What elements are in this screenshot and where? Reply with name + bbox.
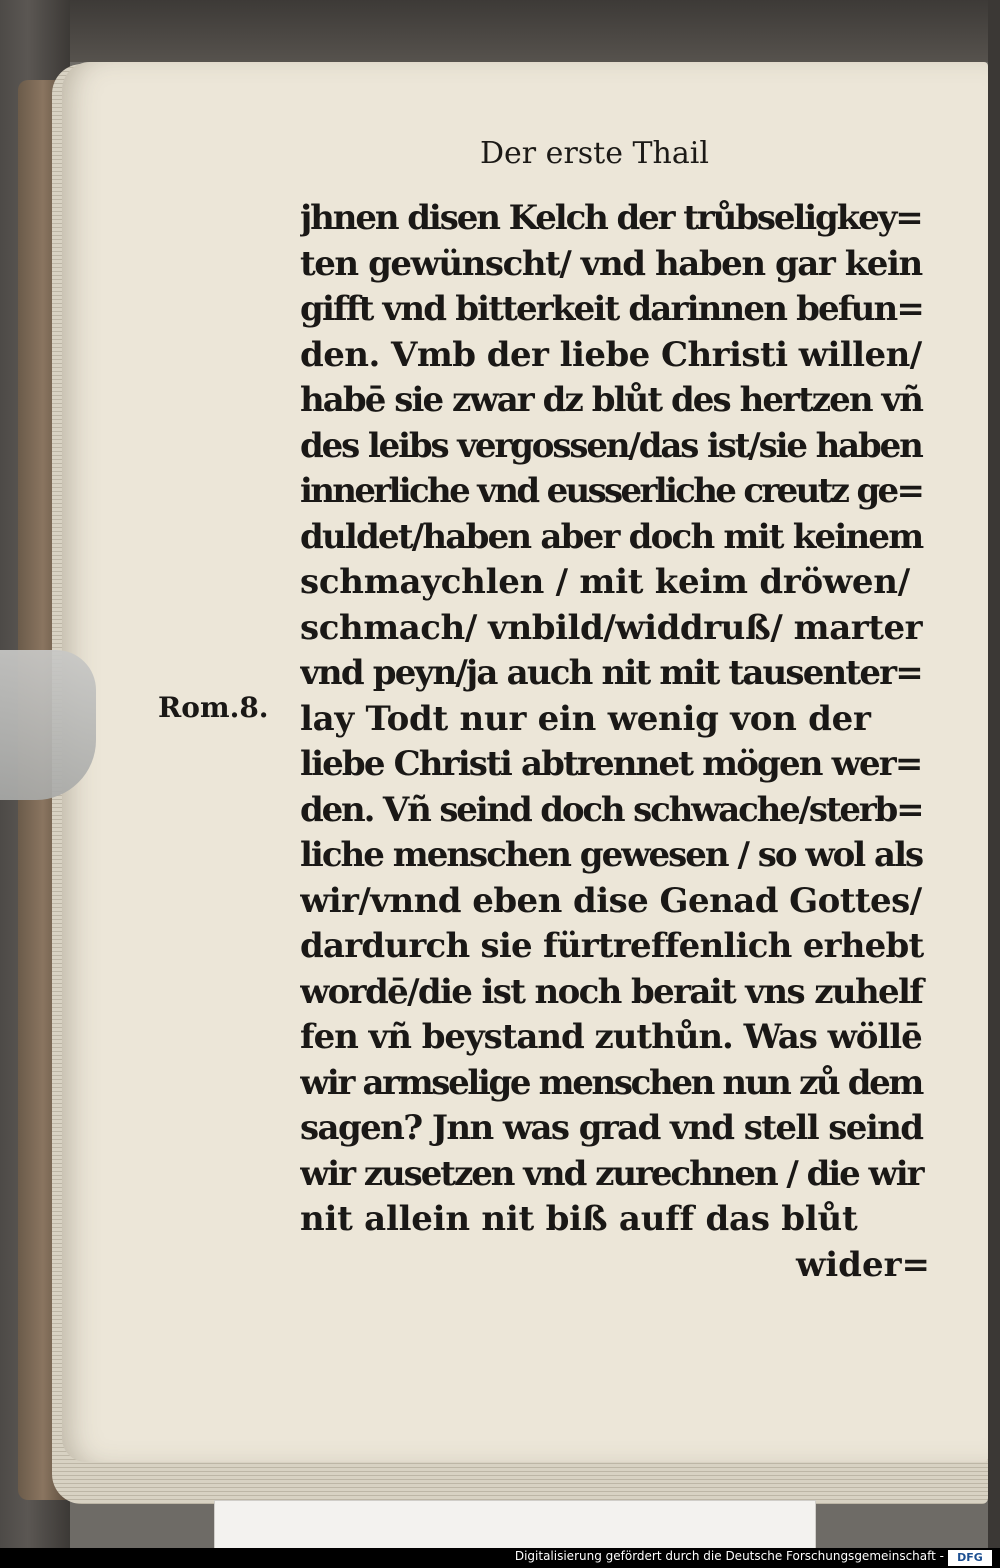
dfg-logo-icon: DFG <box>948 1550 992 1566</box>
page-clip <box>0 650 96 800</box>
text-line: dardurch sie fürtreffenlich erhebt <box>300 926 924 966</box>
text-line: wir armselige menschen nun zů dem <box>300 1062 923 1103</box>
footer-credit: Digitalisierung gefördert durch die Deutsche Forschungsgemeinschaft - <box>514 1549 944 1563</box>
marginal-note: Rom.8. <box>158 691 269 724</box>
text-line: gifft vnd bitterkeit darinnen befun= <box>300 289 924 329</box>
text-line: des leibs vergossen/das ist/sie haben <box>300 425 922 466</box>
text-line: duldet/haben aber doch mit keinem <box>300 516 923 557</box>
text-line: fen vñ beystand zuthůn. Was wöllē <box>300 1017 922 1057</box>
running-head: Der erste Thail <box>480 136 709 171</box>
text-line: den. Vñ seind doch schwache/sterb= <box>300 789 923 830</box>
text-line: vnd peyn/ja auch nit mit tausenter= <box>300 653 922 693</box>
text-line: liebe Christi abtrennet mögen wer= <box>300 744 922 784</box>
text-line: innerliche vnd eusserliche creutz ge= <box>300 471 923 511</box>
text-line: schmaychlen / mit keim dröwen/ <box>300 562 910 602</box>
catchword: wider= <box>796 1244 930 1285</box>
text-line: jhnen disen Kelch der trůbseligkey= <box>300 198 922 238</box>
text-line: liche menschen gewesen / so wol als <box>300 835 923 875</box>
text-line: wir/vnnd eben dise Genad Gottes/ <box>300 880 922 921</box>
text-line: wir zusetzen vnd zurechnen / die wir <box>300 1153 923 1194</box>
text-line: lay Todt nur ein wenig von der <box>300 698 871 739</box>
body-text <box>300 196 930 1288</box>
book-cover-top <box>0 0 1000 62</box>
text-line: schmach/ vnbild/widdruß/ marter <box>300 607 923 648</box>
text-line: wordē/die ist noch berait vns zuhelf <box>300 971 923 1012</box>
book-cover-right <box>988 0 1000 1568</box>
text-line: nit allein nit biß auff das blůt <box>300 1199 858 1239</box>
bottom-paper-slip <box>214 1500 816 1550</box>
text-line: habē sie zwar dz blůt des hertzen vñ <box>300 380 923 420</box>
text-line: ten gewünscht/ vnd haben gar kein <box>300 243 922 284</box>
text-line: den. Vmb der liebe Christi willen/ <box>300 334 922 375</box>
text-line: sagen? Jnn was grad vnd stell seind <box>300 1108 923 1148</box>
